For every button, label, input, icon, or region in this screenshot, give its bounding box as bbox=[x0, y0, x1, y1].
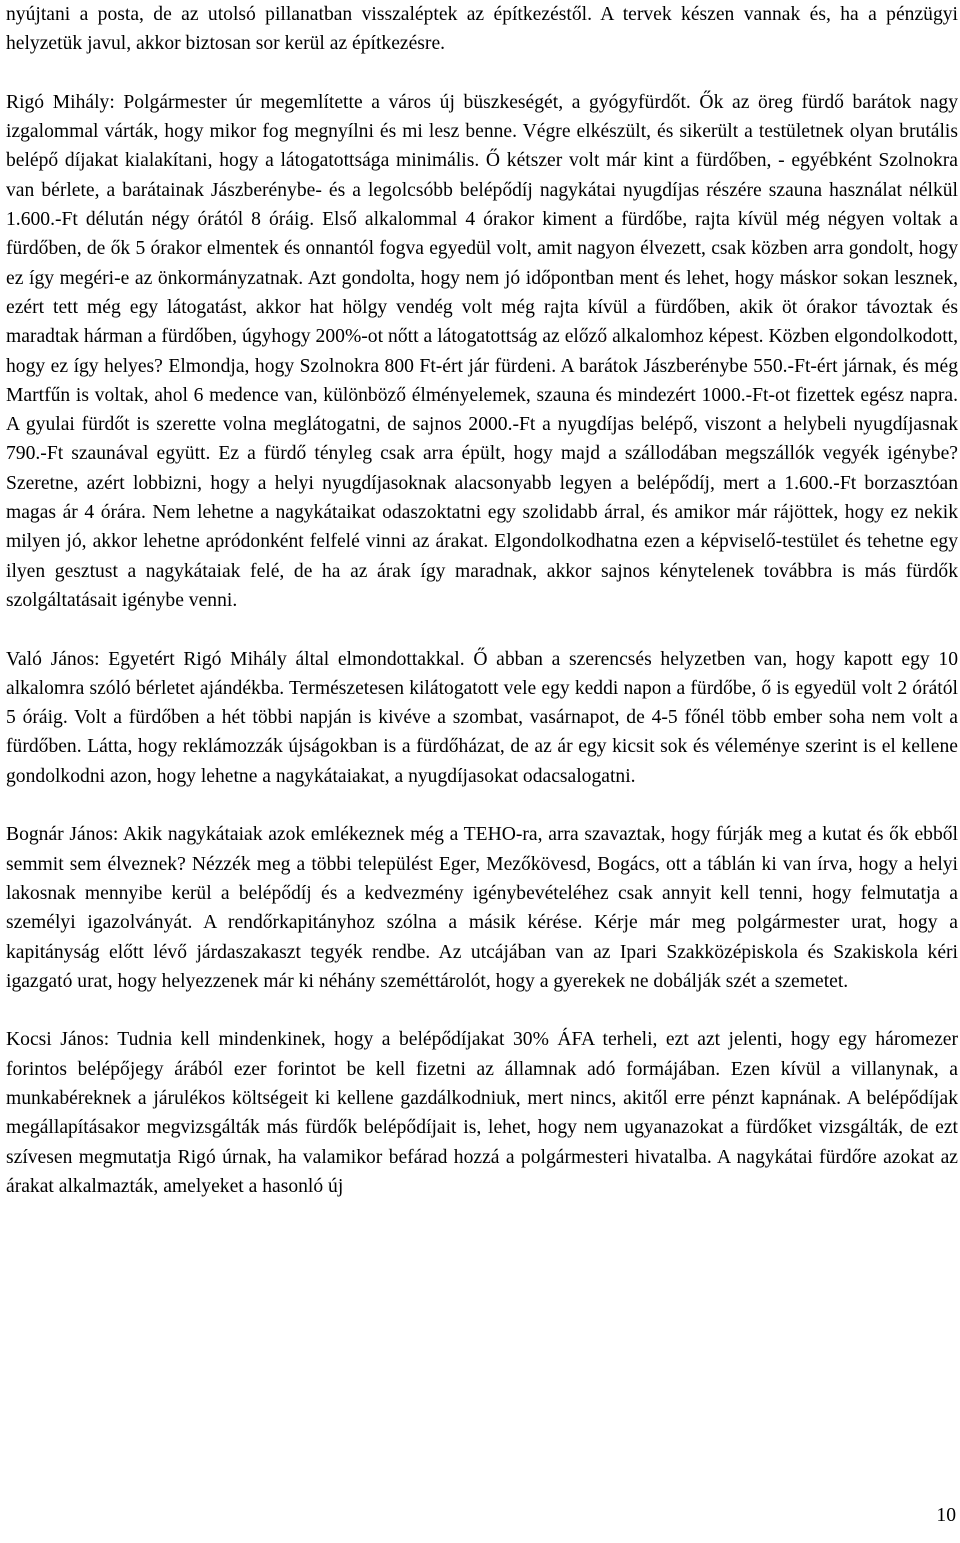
paragraph-rigo-mihaly: Rigó Mihály: Polgármester úr megemlítette a város új büszkeségét, a gyógyfürdőt. Ők az öreg fürdő barátok nagy izgalommal várták, hogy mikor fog megnyílni és mi lesz benne. Végre elkészült, és sikerült a testületnek olyan brutális belépő díjakat kialakítani, hogy a látogatottsága minimális. Ő kétszer volt már kint a fürdőben, - egyébként Szolnokra van bérlete, a barátainak Jászberénybe- és a legolcsóbb belépődíj nagykátai nyugdíjas részére szauna használat nélkül 1.600.-Ft délután négy órától 8 óráig. Első alkalommal 4 órakor kiment a fürdőbe, rajta kívül még négyen voltak a fürdőben, de ők 5 órakor elmentek és onnantól fogva egyedül volt, amit nagyon élvezett, csak közben arra gondolt, hogy ez így megéri-e az önkormányzatnak. Azt gondolta, hogy nem jó időpontban ment és lehet, hogy máskor sokan lesznek, ezért tett még egy látogatást, akkor hat hölgy vendég volt még rajta kívül a fürdőben, akik öt órakor távoztak és maradtak hárman a fürdőben, úgyhogy 200%-ot nőtt a látogatottság az előző alkalomhoz képest. Közben elgondolkodott, hogy ez így helyes? Elmondja, hogy Szolnokra 800 Ft-ért jár fürdeni. A barátok Jászberénybe 550.-Ft-ért járnak, és még Martfűn is voltak, ahol 6 medence van, különböző élményelemek, szauna és mindezért 1000.-Ft-ot fizettek egész napra. A gyulai fürdőt is szerette volna meglátogatni, de sajnos 2000.-Ft a nyugdíjas belépő, viszont a helybeli nyugdíjasnak 790.-Ft szaunával együtt. Ez a fürdő tényleg csak arra épült, hogy majd a szállodában megszállók vegyék igénybe? Szeretne, azért lobbizni, hogy a helyi nyugdíjasoknak alacsonyabb legyen a belépődíj, mert a 1.600.-Ft borzasztóan magas ár 4 órára. Nem lehetne a nagykátaikat odaszoktatni egy szolidabb árral, és amikor már rájöttek, hogy ez nekik milyen jó, akkor lehetne apródonként felfelé vinni az árakat. Elgondolkodhatna ezen a képviselő-testület és tehetne egy ilyen gesztust a nagykátaiak felé, de ha az árak így maradnak, akkor sajnos kénytelenek továbbra is más fürdők szolgáltatásait igénybe venni. bbox=[6, 91, 958, 611]
paragraph-kocsi-janos: Kocsi János: Tudnia kell mindenkinek, hogy a belépődíjakat 30% ÁFA terheli, ezt azt jelenti, hogy egy háromezer forintos belépőjegy árából ezer forintot be kell fizetni az államnak adó formájában. Ezen kívül a villanynak, a munkabéreknek a járulékos költségeit ki kellene gazdálkodniuk, mert nincs, akitől erre pénzt kapnának. A belépődíjak megállapításakor megvizsgálták más fürdők belépődíjait is, lehet, hogy nem ugyanazokat a fürdőket vizsgálták, de ezt szívesen megmutatja Rigó úrnak, ha valamikor befárad hozzá a polgármesteri hivatalba. A nagykátai fürdőre azokat az árakat alkalmazták, amelyeket a hasonló új bbox=[6, 1029, 958, 1197]
paragraph-bognar-janos: Bognár János: Akik nagykátaiak azok emlékeznek még a TEHO-ra, arra szavaztak, hogy fúrják meg a kutat és ők ebből semmit sem élveznek? Nézzék meg a többi települést Eger, Mezőkövesd, Bogács, ott a táblán ki van írva, hogy a helyi lakosnak mennyibe kerül a belépődíj és a kedvezmény igénybevételéhez csak annyit kell tenni, hogy felmutatja a személyi igazolványát. A rendőrkapitányhoz szólna a másik kérése. Kérje már meg polgármester urat, hogy a kapitányság előtt lévő járdaszakaszt tegyék rendbe. Az utcájában van az Ipari Szakközépiskola és Szakiskola kéri igazgató urat, hogy helyezzenek már ki néhány szeméttárolót, hogy a gyerekek ne dobálják szét a szemetet. bbox=[6, 824, 958, 992]
paragraph-continuation: nyújtani a posta, de az utolsó pillanatban visszaléptek az építkezéstől. A tervek készen vannak és, ha a pénzügyi helyzetük javul, akkor biztosan sor kerül az építkezésre. bbox=[6, 4, 958, 55]
document-page bbox=[6, 0, 958, 1201]
page-number: 10 bbox=[936, 1505, 956, 1526]
paragraph-valo-janos: Való János: Egyetért Rigó Mihály által elmondottakkal. Ő abban a szerencsés helyzetben van, hogy kapott egy 10 alkalomra szóló bérletet ajándékba. Természetesen kilátogatott vele egy keddi napon a fürdőbe, ő is egyedül volt 2 órától 5 óráig. Volt a fürdőben a hét többi napján is kivéve a szombat, vasárnapot, de 4-5 főnél több ember soha nem volt a fürdőben. Látta, hogy reklámozzák újságokban is a fürdőházat, de az ár egy kicsit sok és véleménye szerint is el kellene gondolkodni azon, hogy lehetne a nagykátaiakat, a nyugdíjasokat odacsalogatni. bbox=[6, 648, 958, 787]
